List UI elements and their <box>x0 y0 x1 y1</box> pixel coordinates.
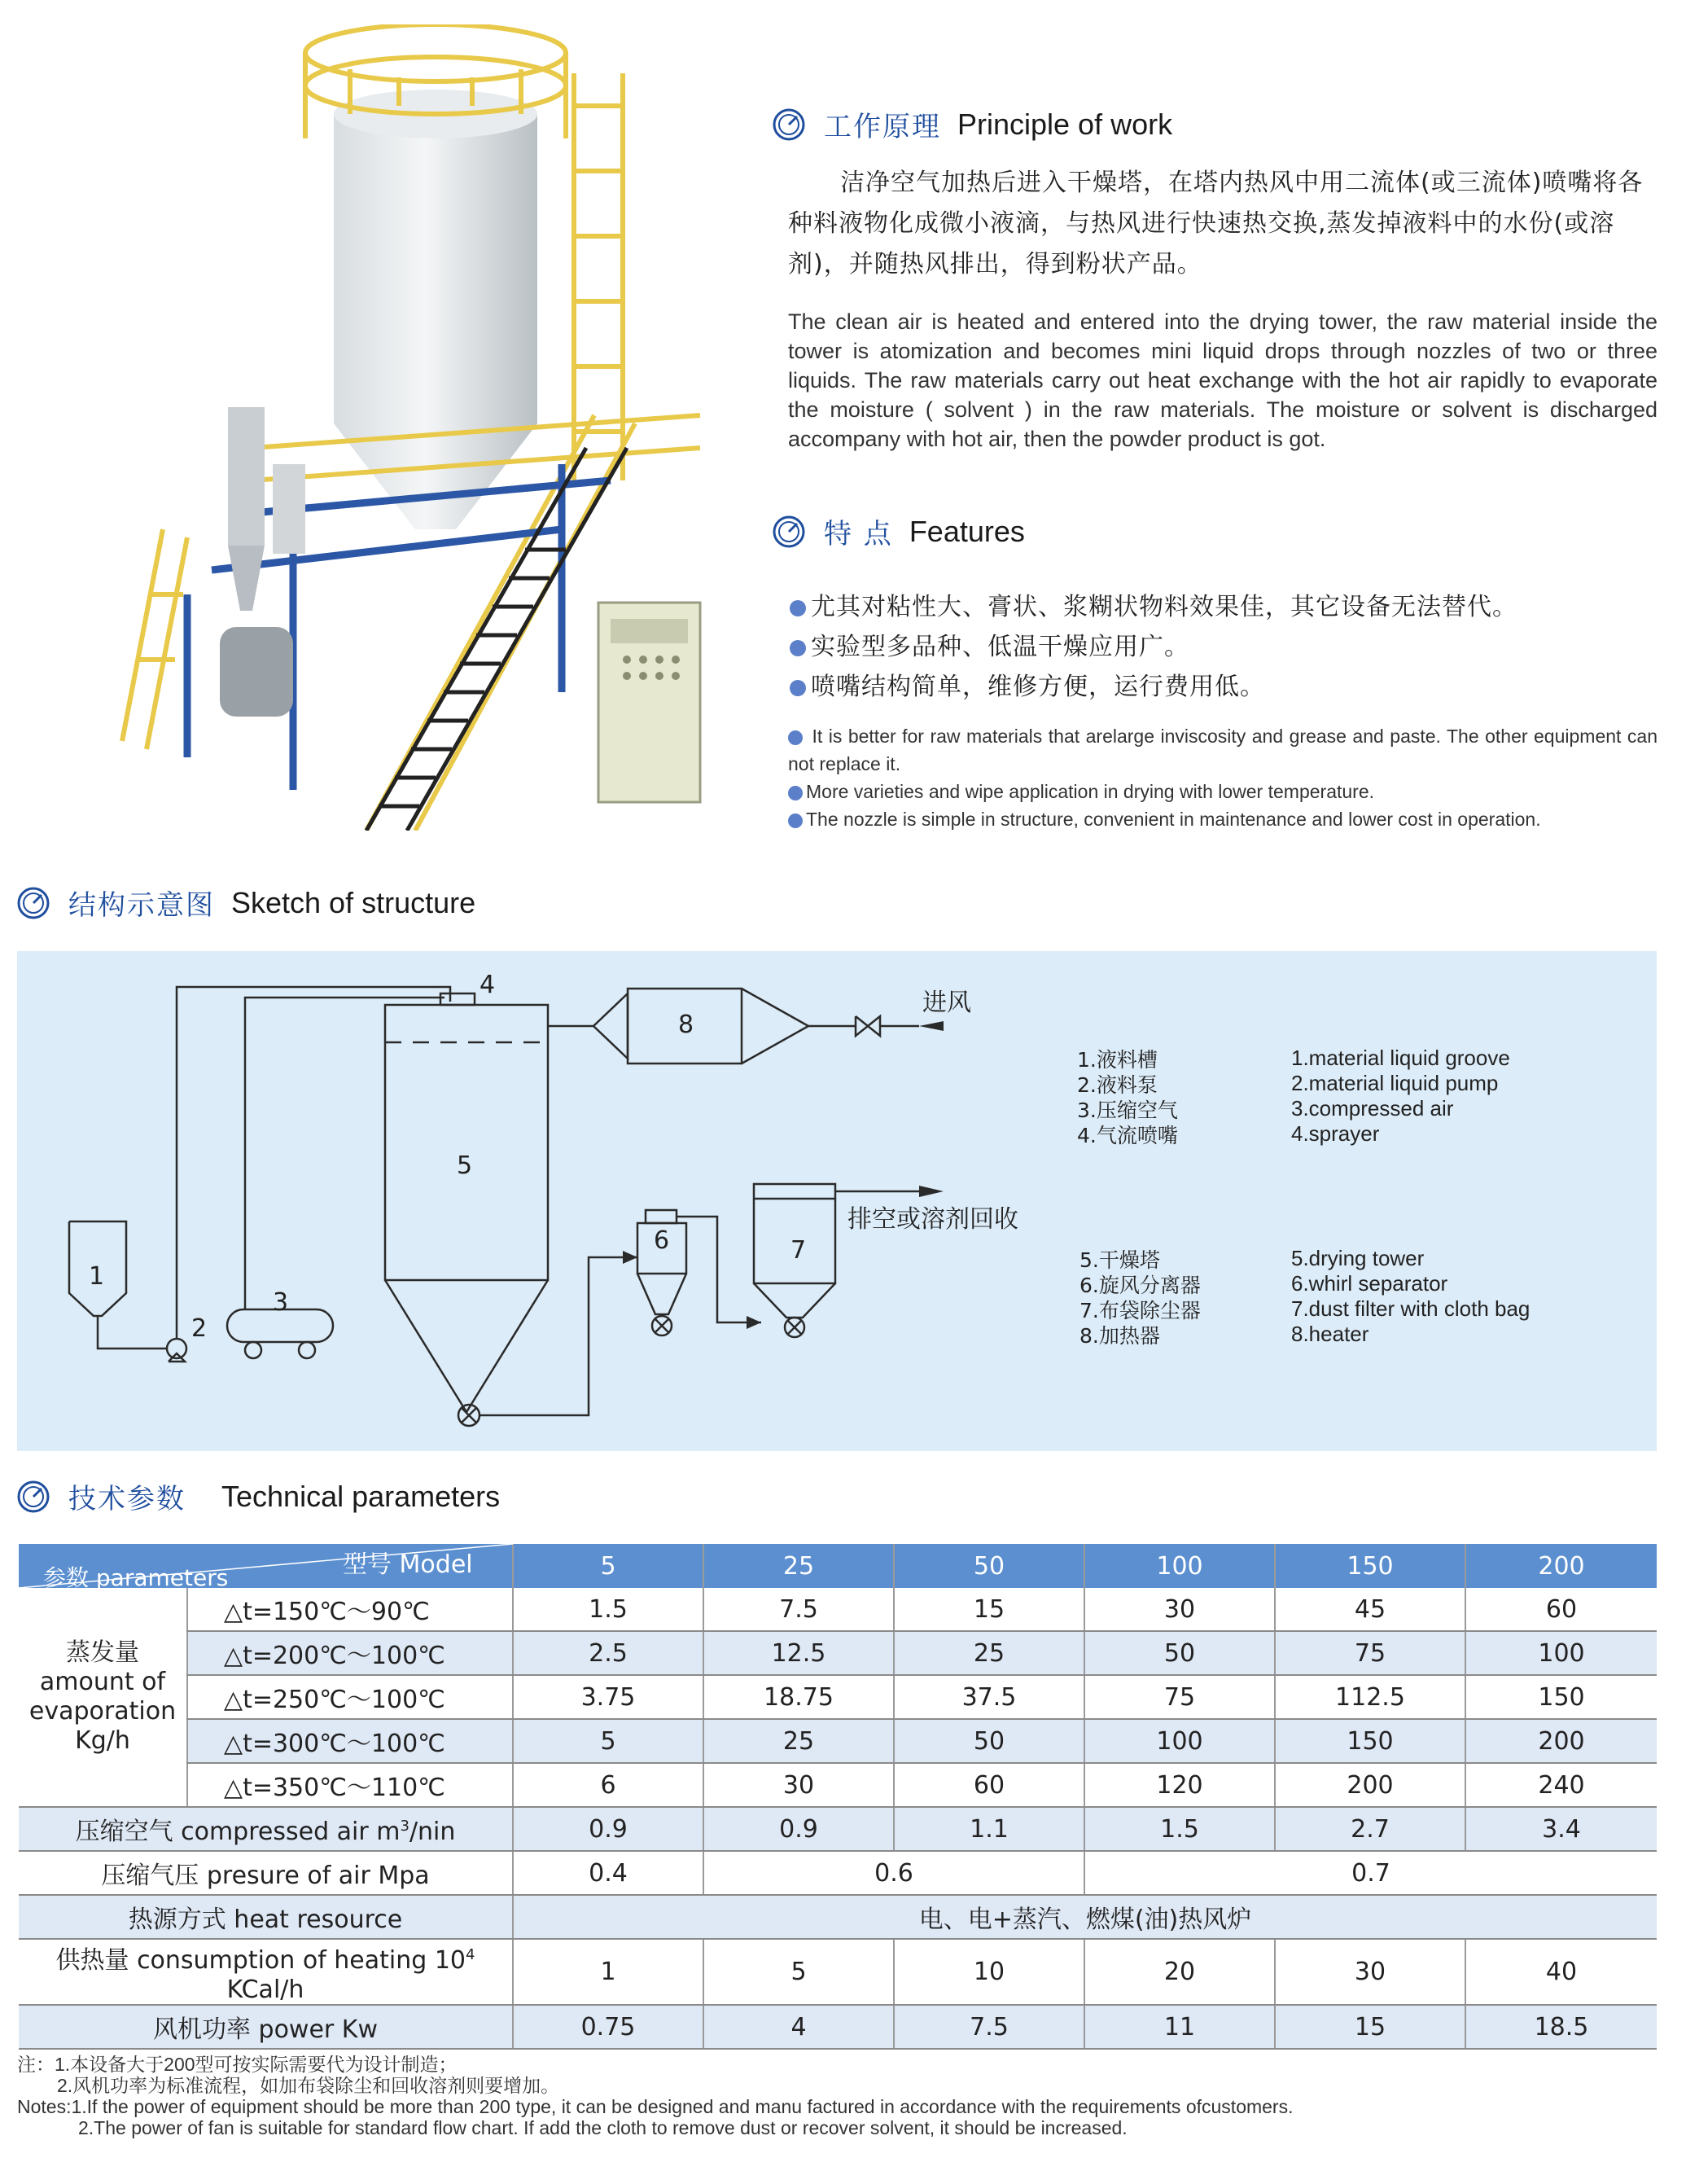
table-cell: 0.9 <box>703 1807 894 1851</box>
bullet-dot <box>790 640 806 656</box>
model-col-25: 25 <box>703 1544 894 1588</box>
heat-source-label: 热源方式 heat resource <box>19 1895 513 1939</box>
table-cell: 5 <box>513 1719 703 1763</box>
table-cell: 40 <box>1465 1939 1657 2005</box>
compressed-air-row <box>19 1807 1657 1851</box>
table-cell: 150 <box>1275 1719 1465 1763</box>
legend-en-2: 5.drying tower 6.whirl separator 7.dust filter with cloth bag 8.heater <box>1291 1246 1531 1346</box>
table-cell: 2.7 <box>1275 1807 1465 1851</box>
feature-en-1: It is better for raw materials that arelarge inviscosity and grease and paste. The other equipment can not replace it. <box>788 726 1658 774</box>
air-pressure-label: 压缩气压 presure of air Mpa <box>19 1851 513 1895</box>
table-cell: 3.75 <box>513 1675 703 1719</box>
table-cell: 18.75 <box>703 1675 894 1719</box>
table-cell: 60 <box>1465 1588 1657 1631</box>
features-heading <box>772 511 1025 551</box>
principle-title-zh: 工作原理 <box>824 111 941 143</box>
evap-cond: △t=300℃～100℃ <box>187 1719 513 1763</box>
evap-cond: △t=200℃～100℃ <box>187 1631 513 1675</box>
table-cell: 7.5 <box>894 2005 1084 2049</box>
model-col-5: 5 <box>513 1544 703 1588</box>
evap-cond: △t=250℃～100℃ <box>187 1675 513 1719</box>
table-cell: 112.5 <box>1275 1675 1465 1719</box>
table-cell: 0.9 <box>513 1807 703 1851</box>
heat-source-row <box>19 1895 1657 1939</box>
table-cell: 75 <box>1084 1675 1275 1719</box>
model-col-100: 100 <box>1084 1544 1275 1588</box>
legend-zh-2: 5.干燥塔 6.旋风分离器 7.布袋除尘器 8.加热器 <box>1079 1248 1201 1348</box>
diagram-num-1: 1 <box>89 1262 105 1291</box>
note-en-1: Notes:1.If the power of equipment should be more than 200 type, it can be designed and manu factured in accordance with the requirements ofcustomers. <box>17 2096 1294 2117</box>
table-cell: 120 <box>1084 1763 1275 1807</box>
feature-en-2: More varieties and wipe application in drying with lower temperature. <box>788 778 1658 805</box>
table-cell: 30 <box>703 1763 894 1807</box>
evap-row-2 <box>19 1631 1657 1675</box>
features-title-zh: 特 点 <box>824 518 893 550</box>
table-cell: 37.5 <box>894 1675 1084 1719</box>
table-cell: 100 <box>1465 1631 1657 1675</box>
air-inlet-label: 进风 <box>922 989 971 1017</box>
heating-label: 供热量 consumption of heating $10^4$ KCal/h <box>19 1939 513 2005</box>
principle-text-en: The clean air is heated and entered into the drying tower, the raw material inside the tower is atomization and becomes mini liquid drops through nozzles of two or three liquids. The raw materials carry out heat exchange with the hot air rapidly to evaporate the moisture ( solvent ) in the raw materials. The moisture or solvent is discharged accompany with hot air, then the powder product is got. <box>788 309 1658 451</box>
table-cell: 150 <box>1465 1675 1657 1719</box>
structure-diagram <box>17 951 1657 1451</box>
table-cell: 6 <box>513 1763 703 1807</box>
air-pressure-row <box>19 1851 1657 1895</box>
sketch-title-zh: 结构示意图 <box>68 889 215 922</box>
header-model-label: 型号 Model <box>343 1550 473 1579</box>
table-cell: 0.4 <box>513 1851 703 1895</box>
table-cell: 1.5 <box>1084 1807 1275 1851</box>
table-cell: 1.5 <box>513 1588 703 1631</box>
table-cell: 2.5 <box>513 1631 703 1675</box>
header-param-label: 参数 parameters <box>43 1564 229 1591</box>
tech-title-zh: 技术参数 <box>68 1483 186 1515</box>
note-zh-1: 注：1.本设备大于200型可按实际需要代为设计制造； <box>17 2054 458 2075</box>
evap-row-4 <box>19 1719 1657 1763</box>
sketch-heading <box>16 883 475 923</box>
features-title-en: Features <box>909 514 1025 548</box>
tech-title-en: Technical parameters <box>221 1479 501 1513</box>
compressed-air-label: 压缩空气 compressed air $m^3$/nin <box>19 1807 513 1851</box>
diagram-num-8: 8 <box>678 1011 694 1039</box>
evap-cond: △t=350℃～110℃ <box>187 1763 513 1807</box>
diagram-num-5: 5 <box>457 1151 473 1180</box>
bullet-dot <box>788 814 803 828</box>
note-en-2: 2.The power of fan is suitable for standard flow chart. If add the cloth to remove dust or recover solvent, it should be increased. <box>78 2117 1128 2138</box>
note-zh-2: 2.风机功率为标准流程，如加布袋除尘和回收溶剂则要增加。 <box>57 2075 560 2096</box>
diagram-num-3: 3 <box>273 1288 289 1317</box>
diagram-num-7: 7 <box>790 1236 807 1265</box>
evap-row-3 <box>19 1675 1657 1719</box>
fan-power-row <box>19 2005 1657 2049</box>
table-cell: 50 <box>894 1719 1084 1763</box>
table-cell: 0.6 <box>703 1851 1084 1895</box>
table-cell: 1.1 <box>894 1807 1084 1851</box>
gauge-icon <box>772 107 806 142</box>
table-cell: 30 <box>1275 1939 1465 2005</box>
legend-en-1: 1.material liquid groove 2.material liquid pump 3.compressed air 4.sprayer <box>1291 1046 1510 1146</box>
table-cell: 25 <box>703 1719 894 1763</box>
heating-row <box>19 1939 1657 2005</box>
table-cell: 0.75 <box>513 2005 703 2049</box>
feature-zh-2: 实验型多品种、低温干燥应用广。 <box>790 626 1189 662</box>
table-cell: 10 <box>894 1939 1084 2005</box>
evap-row-5 <box>19 1763 1657 1807</box>
table-cell: 15 <box>1275 2005 1465 2049</box>
table-cell: 1 <box>513 1939 703 2005</box>
principle-heading <box>772 104 1172 144</box>
table-cell: 7.5 <box>703 1588 894 1631</box>
gauge-icon <box>16 1480 50 1514</box>
model-col-200: 200 <box>1465 1544 1657 1588</box>
bullet-dot <box>790 680 806 696</box>
gauge-icon <box>772 515 806 549</box>
feature-en-3: The nozzle is simple in structure, convenient in maintenance and lower cost in operation. <box>788 805 1658 833</box>
table-cell: 18.5 <box>1465 2005 1657 2049</box>
gauge-icon <box>16 886 50 920</box>
features-en <box>788 722 1658 833</box>
table-cell: 0.7 <box>1084 1851 1657 1895</box>
principle-text-zh: 洁净空气加热后进入干燥塔，在塔内热风中用二流体(或三流体)喷嘴将各种料液物化成微小液滴，与热风进行快速热交换,蒸发掉液料中的水份(或溶剂)，并随热风排出，得到粉状产品。 <box>788 169 1644 278</box>
table-cell: 200 <box>1275 1763 1465 1807</box>
table-cell: 15 <box>894 1588 1084 1631</box>
heat-source-value: 电、电+蒸汽、燃煤(油)热风炉 <box>513 1895 1657 1939</box>
table-cell: 11 <box>1084 2005 1275 2049</box>
bullet-dot <box>790 600 806 616</box>
header-param-model <box>19 1544 513 1591</box>
bullet-dot <box>788 786 803 800</box>
diagram-num-2: 2 <box>191 1314 208 1343</box>
evap-cond: △t=150℃～90℃ <box>187 1588 513 1631</box>
diagram-num-6: 6 <box>654 1226 670 1255</box>
feature-zh-3: 喷嘴结构简单，维修方便，运行费用低。 <box>790 666 1265 702</box>
exhaust-label: 排空或溶剂回收 <box>847 1205 1018 1234</box>
table-cell: 100 <box>1084 1719 1275 1763</box>
sketch-title-en: Sketch of structure <box>231 885 476 919</box>
table-cell: 12.5 <box>703 1631 894 1675</box>
table-cell: 75 <box>1275 1631 1465 1675</box>
bullet-dot <box>788 730 803 745</box>
table-cell: 240 <box>1465 1763 1657 1807</box>
diagram-num-4: 4 <box>480 971 496 999</box>
fan-power-label: 风机功率 power Kw <box>19 2005 513 2049</box>
model-col-150: 150 <box>1275 1544 1465 1588</box>
table-cell: 45 <box>1275 1588 1465 1631</box>
table-cell: 30 <box>1084 1588 1275 1631</box>
table-cell: 4 <box>703 2005 894 2049</box>
table-cell: 20 <box>1084 1939 1275 2005</box>
evap-label: 蒸发量 amount of evaporation Kg/h <box>19 1588 187 1807</box>
table-cell: 3.4 <box>1465 1807 1657 1851</box>
parameters-table <box>19 1544 1657 2050</box>
table-cell: 25 <box>894 1631 1084 1675</box>
table-cell: 200 <box>1465 1719 1657 1763</box>
table-header-row <box>19 1544 1657 1588</box>
table-cell: 60 <box>894 1763 1084 1807</box>
feature-zh-1: 尤其对粘性大、膏状、浆糊状物料效果佳，其它设备无法替代。 <box>790 586 1517 622</box>
table-cell: 50 <box>1084 1631 1275 1675</box>
legend-zh-1: 1.液料槽 2.液料泵 3.压缩空气 4.气流喷嘴 <box>1077 1048 1178 1147</box>
model-col-50: 50 <box>894 1544 1084 1588</box>
evap-row-1 <box>19 1588 1657 1631</box>
process-flow-lines <box>17 951 1657 1451</box>
principle-title-en: Principle of work <box>957 107 1173 141</box>
tech-heading <box>16 1476 500 1516</box>
spray-dryer-photo <box>106 24 708 831</box>
table-cell: 5 <box>703 1939 894 2005</box>
